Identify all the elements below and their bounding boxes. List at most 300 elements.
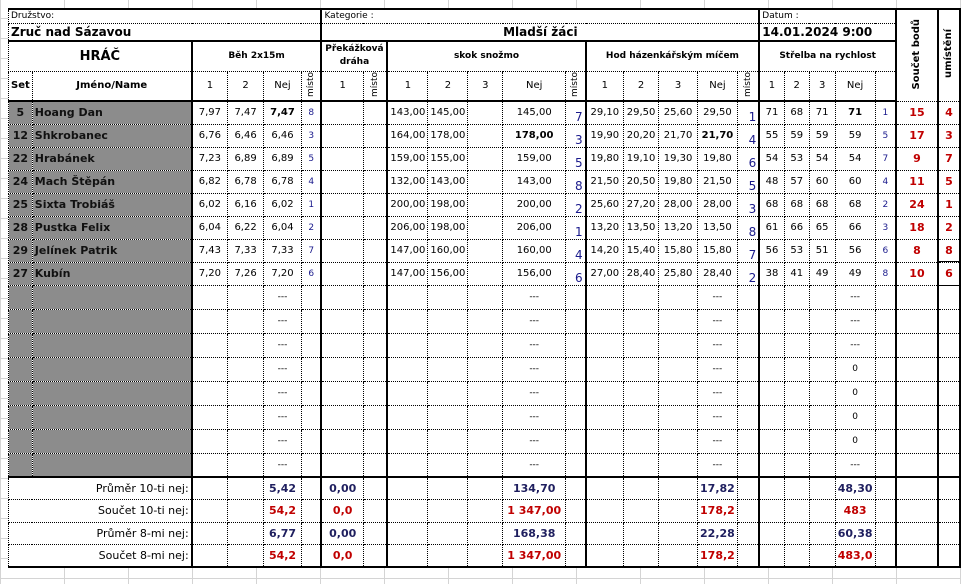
empty-cell[interactable] [468,333,503,357]
throw-attempt[interactable]: 14,20 [586,239,624,262]
run-attempt[interactable]: 6,82 [192,170,228,193]
run-attempt[interactable]: 6,16 [228,193,264,216]
jump-attempt[interactable] [468,147,503,170]
throw-attempt[interactable]: 19,80 [698,147,738,170]
best-cell[interactable]: --- [264,309,302,333]
category-name[interactable]: Mladší žáci [321,23,759,41]
best-cell[interactable]: 0 [835,429,875,453]
shoot-attempt[interactable]: 54 [835,147,875,170]
throw-attempt[interactable]: 13,20 [586,216,624,239]
empty-cell[interactable] [387,381,428,405]
empty-cell[interactable] [301,381,321,405]
empty-cell[interactable] [659,309,698,333]
jump-attempt[interactable] [468,262,503,285]
run-attempt[interactable]: 7,33 [264,239,302,262]
empty-cell[interactable] [659,429,698,453]
jump-attempt[interactable]: 156,00 [503,262,566,285]
empty-cell[interactable] [875,429,896,453]
run-attempt[interactable]: 6,78 [228,170,264,193]
shoot-attempt[interactable]: 68 [784,101,809,124]
shoot-attempt[interactable]: 65 [809,216,835,239]
empty-cell[interactable] [468,309,503,333]
throw-attempt[interactable]: 25,60 [659,101,698,124]
empty-cell[interactable] [9,381,33,405]
player-set-number[interactable]: 12 [9,124,33,147]
empty-cell[interactable] [566,285,586,309]
shoot-attempt[interactable]: 71 [809,101,835,124]
empty-cell[interactable] [624,405,659,429]
player-name[interactable]: Shkrobanec [32,124,191,147]
empty-cell[interactable] [387,309,428,333]
empty-cell[interactable] [566,333,586,357]
empty-cell[interactable] [228,381,264,405]
empty-cell[interactable] [566,429,586,453]
empty-cell[interactable] [737,381,759,405]
empty-cell[interactable] [428,309,468,333]
throw-attempt[interactable]: 28,00 [659,193,698,216]
best-cell[interactable]: --- [835,453,875,477]
best-cell[interactable]: --- [698,381,738,405]
shoot-attempt[interactable]: 56 [759,239,784,262]
shoot-attempt[interactable]: 41 [784,262,809,285]
jump-attempt[interactable]: 198,00 [428,193,468,216]
shoot-attempt[interactable]: 48 [759,170,784,193]
player-set-number[interactable]: 27 [9,262,33,285]
throw-attempt[interactable]: 13,20 [659,216,698,239]
shoot-attempt[interactable]: 71 [835,101,875,124]
empty-cell[interactable] [363,453,387,477]
empty-cell[interactable] [659,285,698,309]
empty-cell[interactable] [566,381,586,405]
empty-cell[interactable] [468,429,503,453]
jump-attempt[interactable]: 132,00 [387,170,428,193]
empty-cell[interactable] [875,309,896,333]
throw-attempt[interactable]: 19,10 [624,147,659,170]
throw-attempt[interactable]: 19,80 [659,170,698,193]
best-cell[interactable]: --- [264,357,302,381]
empty-cell[interactable] [809,309,835,333]
empty-cell[interactable] [468,381,503,405]
jump-attempt[interactable]: 198,00 [428,216,468,239]
empty-cell[interactable] [387,333,428,357]
empty-cell[interactable] [624,333,659,357]
shoot-attempt[interactable]: 68 [784,193,809,216]
empty-cell[interactable] [9,429,33,453]
empty-cell[interactable] [192,405,228,429]
team-name[interactable]: Zruč nad Sázavou [9,23,322,41]
empty-cell[interactable] [809,453,835,477]
empty-cell[interactable] [321,333,363,357]
empty-cell[interactable] [875,453,896,477]
best-cell[interactable]: --- [264,381,302,405]
shoot-attempt[interactable]: 51 [809,239,835,262]
empty-cell[interactable] [586,429,624,453]
run-attempt[interactable]: 7,47 [228,101,264,124]
jump-attempt[interactable] [468,101,503,124]
run-attempt[interactable]: 7,20 [192,262,228,285]
player-set-number[interactable]: 29 [9,239,33,262]
best-cell[interactable]: --- [835,333,875,357]
empty-cell[interactable] [759,333,784,357]
empty-cell[interactable] [9,405,33,429]
empty-cell[interactable] [228,357,264,381]
run-attempt[interactable]: 6,02 [192,193,228,216]
empty-cell[interactable] [468,405,503,429]
shoot-attempt[interactable]: 66 [835,216,875,239]
throw-attempt[interactable]: 20,50 [624,170,659,193]
empty-cell[interactable] [9,309,33,333]
run-attempt[interactable]: 7,43 [192,239,228,262]
empty-cell[interactable] [809,357,835,381]
jump-attempt[interactable]: 200,00 [503,193,566,216]
empty-cell[interactable] [624,357,659,381]
obstacle-attempt[interactable] [321,216,363,239]
empty-cell[interactable] [428,381,468,405]
empty-cell[interactable] [586,453,624,477]
empty-cell[interactable] [301,357,321,381]
throw-attempt[interactable]: 13,50 [624,216,659,239]
shoot-attempt[interactable]: 66 [784,216,809,239]
obstacle-attempt[interactable] [321,147,363,170]
empty-cell[interactable] [9,453,33,477]
empty-cell[interactable] [387,429,428,453]
jump-attempt[interactable]: 155,00 [428,147,468,170]
empty-cell[interactable] [192,357,228,381]
empty-cell[interactable] [363,381,387,405]
player-set-number[interactable]: 28 [9,216,33,239]
empty-cell[interactable] [321,405,363,429]
throw-attempt[interactable]: 20,20 [624,124,659,147]
run-attempt[interactable]: 7,20 [264,262,302,285]
empty-cell[interactable] [875,357,896,381]
empty-cell[interactable] [363,333,387,357]
throw-attempt[interactable]: 29,50 [624,101,659,124]
empty-cell[interactable] [32,285,191,309]
empty-cell[interactable] [875,285,896,309]
shoot-attempt[interactable]: 54 [759,147,784,170]
empty-cell[interactable] [737,357,759,381]
obstacle-attempt[interactable] [321,101,363,124]
obstacle-attempt[interactable] [321,193,363,216]
run-attempt[interactable]: 6,04 [264,216,302,239]
empty-cell[interactable] [468,453,503,477]
throw-attempt[interactable]: 28,40 [624,262,659,285]
obstacle-attempt[interactable] [321,239,363,262]
empty-cell[interactable] [192,309,228,333]
empty-cell[interactable] [624,309,659,333]
player-set-number[interactable]: 5 [9,101,33,124]
jump-attempt[interactable]: 143,00 [387,101,428,124]
empty-cell[interactable] [363,357,387,381]
throw-attempt[interactable]: 21,50 [698,170,738,193]
jump-attempt[interactable]: 178,00 [503,124,566,147]
jump-attempt[interactable]: 143,00 [428,170,468,193]
empty-cell[interactable] [32,453,191,477]
jump-attempt[interactable] [468,124,503,147]
best-cell[interactable]: --- [698,357,738,381]
empty-cell[interactable] [9,333,33,357]
run-attempt[interactable]: 6,46 [264,124,302,147]
run-attempt[interactable]: 6,76 [192,124,228,147]
date-value[interactable]: 14.01.2024 9:00 [759,23,896,41]
jump-attempt[interactable]: 160,00 [503,239,566,262]
run-attempt[interactable]: 7,23 [192,147,228,170]
jump-attempt[interactable]: 206,00 [503,216,566,239]
jump-attempt[interactable]: 143,00 [503,170,566,193]
empty-cell[interactable] [32,357,191,381]
player-set-number[interactable]: 24 [9,170,33,193]
empty-cell[interactable] [737,429,759,453]
empty-cell[interactable] [32,333,191,357]
empty-cell[interactable] [192,381,228,405]
best-cell[interactable]: --- [698,333,738,357]
shoot-attempt[interactable]: 56 [835,239,875,262]
throw-attempt[interactable]: 21,70 [659,124,698,147]
empty-cell[interactable] [9,357,33,381]
shoot-attempt[interactable]: 59 [809,124,835,147]
best-cell[interactable]: --- [264,453,302,477]
jump-attempt[interactable]: 159,00 [503,147,566,170]
throw-attempt[interactable]: 25,60 [586,193,624,216]
empty-cell[interactable] [387,357,428,381]
player-set-number[interactable]: 22 [9,147,33,170]
jump-attempt[interactable]: 164,00 [387,124,428,147]
shoot-attempt[interactable]: 59 [784,124,809,147]
shoot-attempt[interactable]: 68 [759,193,784,216]
best-cell[interactable]: --- [503,333,566,357]
empty-cell[interactable] [759,381,784,405]
shoot-attempt[interactable]: 68 [809,193,835,216]
empty-cell[interactable] [624,285,659,309]
best-cell[interactable]: --- [698,453,738,477]
empty-cell[interactable] [875,405,896,429]
shoot-attempt[interactable]: 54 [809,147,835,170]
empty-cell[interactable] [321,357,363,381]
empty-cell[interactable] [659,381,698,405]
empty-cell[interactable] [363,309,387,333]
empty-cell[interactable] [566,453,586,477]
empty-cell[interactable] [784,285,809,309]
empty-cell[interactable] [784,357,809,381]
jump-attempt[interactable]: 160,00 [428,239,468,262]
empty-cell[interactable] [566,309,586,333]
best-cell[interactable]: --- [264,333,302,357]
empty-cell[interactable] [566,357,586,381]
empty-cell[interactable] [228,285,264,309]
empty-cell[interactable] [428,405,468,429]
empty-cell[interactable] [875,333,896,357]
throw-attempt[interactable]: 19,90 [586,124,624,147]
empty-cell[interactable] [321,453,363,477]
empty-cell[interactable] [737,453,759,477]
shoot-attempt[interactable]: 57 [784,170,809,193]
empty-cell[interactable] [301,429,321,453]
empty-cell[interactable] [586,381,624,405]
throw-attempt[interactable]: 28,40 [698,262,738,285]
best-cell[interactable]: --- [698,429,738,453]
run-attempt[interactable]: 6,02 [264,193,302,216]
empty-cell[interactable] [192,333,228,357]
empty-cell[interactable] [9,285,33,309]
empty-cell[interactable] [228,309,264,333]
shoot-attempt[interactable]: 60 [835,170,875,193]
best-cell[interactable]: --- [835,309,875,333]
empty-cell[interactable] [428,285,468,309]
shoot-attempt[interactable]: 61 [759,216,784,239]
empty-cell[interactable] [387,405,428,429]
empty-cell[interactable] [428,357,468,381]
empty-cell[interactable] [32,429,191,453]
player-name[interactable]: Kubín [32,262,191,285]
best-cell[interactable]: --- [503,429,566,453]
throw-attempt[interactable]: 21,50 [586,170,624,193]
jump-attempt[interactable] [468,239,503,262]
empty-cell[interactable] [809,333,835,357]
jump-attempt[interactable]: 145,00 [428,101,468,124]
best-cell[interactable]: --- [264,405,302,429]
run-attempt[interactable]: 7,97 [192,101,228,124]
best-cell[interactable]: 0 [835,405,875,429]
shoot-attempt[interactable]: 38 [759,262,784,285]
run-attempt[interactable]: 7,47 [264,101,302,124]
best-cell[interactable]: --- [503,381,566,405]
empty-cell[interactable] [321,309,363,333]
shoot-attempt[interactable]: 53 [784,239,809,262]
best-cell[interactable]: --- [503,357,566,381]
empty-cell[interactable] [586,333,624,357]
throw-attempt[interactable]: 27,00 [586,262,624,285]
empty-cell[interactable] [875,381,896,405]
obstacle-attempt[interactable] [321,170,363,193]
best-cell[interactable]: --- [264,285,302,309]
empty-cell[interactable] [428,333,468,357]
shoot-attempt[interactable]: 49 [809,262,835,285]
empty-cell[interactable] [784,333,809,357]
empty-cell[interactable] [784,381,809,405]
empty-cell[interactable] [301,453,321,477]
jump-attempt[interactable]: 147,00 [387,262,428,285]
run-attempt[interactable]: 7,26 [228,262,264,285]
best-cell[interactable]: --- [503,309,566,333]
empty-cell[interactable] [784,309,809,333]
empty-cell[interactable] [809,285,835,309]
throw-attempt[interactable]: 29,50 [698,101,738,124]
jump-attempt[interactable]: 178,00 [428,124,468,147]
empty-cell[interactable] [784,429,809,453]
run-attempt[interactable]: 7,33 [228,239,264,262]
shoot-attempt[interactable]: 71 [759,101,784,124]
best-cell[interactable]: --- [698,285,738,309]
run-attempt[interactable]: 6,22 [228,216,264,239]
jump-attempt[interactable] [468,170,503,193]
best-cell[interactable]: --- [503,453,566,477]
empty-cell[interactable] [428,429,468,453]
jump-attempt[interactable]: 200,00 [387,193,428,216]
empty-cell[interactable] [192,453,228,477]
throw-attempt[interactable]: 25,80 [659,262,698,285]
throw-attempt[interactable]: 27,20 [624,193,659,216]
run-attempt[interactable]: 6,78 [264,170,302,193]
empty-cell[interactable] [363,405,387,429]
empty-cell[interactable] [759,285,784,309]
jump-attempt[interactable]: 147,00 [387,239,428,262]
empty-cell[interactable] [586,309,624,333]
empty-cell[interactable] [387,453,428,477]
empty-cell[interactable] [737,285,759,309]
empty-cell[interactable] [624,453,659,477]
shoot-attempt[interactable]: 59 [835,124,875,147]
empty-cell[interactable] [32,405,191,429]
best-cell[interactable]: --- [503,285,566,309]
best-cell[interactable]: --- [264,429,302,453]
empty-cell[interactable] [809,429,835,453]
empty-cell[interactable] [468,357,503,381]
player-name[interactable]: Mach Štěpán [32,170,191,193]
obstacle-attempt[interactable] [321,124,363,147]
best-cell[interactable]: 0 [835,381,875,405]
empty-cell[interactable] [784,453,809,477]
throw-attempt[interactable]: 29,10 [586,101,624,124]
empty-cell[interactable] [228,405,264,429]
empty-cell[interactable] [809,405,835,429]
jump-attempt[interactable]: 156,00 [428,262,468,285]
empty-cell[interactable] [737,333,759,357]
empty-cell[interactable] [301,285,321,309]
empty-cell[interactable] [566,405,586,429]
empty-cell[interactable] [387,285,428,309]
empty-cell[interactable] [759,453,784,477]
best-cell[interactable]: --- [835,285,875,309]
empty-cell[interactable] [659,453,698,477]
run-attempt[interactable]: 6,89 [264,147,302,170]
jump-attempt[interactable] [468,193,503,216]
empty-cell[interactable] [32,381,191,405]
empty-cell[interactable] [737,309,759,333]
empty-cell[interactable] [428,453,468,477]
empty-cell[interactable] [659,357,698,381]
empty-cell[interactable] [321,381,363,405]
throw-attempt[interactable]: 15,40 [624,239,659,262]
empty-cell[interactable] [228,453,264,477]
throw-attempt[interactable]: 19,30 [659,147,698,170]
jump-attempt[interactable]: 206,00 [387,216,428,239]
empty-cell[interactable] [301,405,321,429]
run-attempt[interactable]: 6,04 [192,216,228,239]
empty-cell[interactable] [809,381,835,405]
player-set-number[interactable]: 25 [9,193,33,216]
empty-cell[interactable] [784,405,809,429]
run-attempt[interactable]: 6,46 [228,124,264,147]
throw-attempt[interactable]: 13,50 [698,216,738,239]
player-name[interactable]: Sixta Trobiáš [32,193,191,216]
jump-attempt[interactable] [468,216,503,239]
empty-cell[interactable] [192,285,228,309]
empty-cell[interactable] [301,309,321,333]
empty-cell[interactable] [228,333,264,357]
empty-cell[interactable] [759,429,784,453]
empty-cell[interactable] [659,405,698,429]
empty-cell[interactable] [468,285,503,309]
shoot-attempt[interactable]: 53 [784,147,809,170]
throw-attempt[interactable]: 19,80 [586,147,624,170]
best-cell[interactable]: --- [698,309,738,333]
empty-cell[interactable] [759,405,784,429]
empty-cell[interactable] [321,285,363,309]
player-name[interactable]: Hoang Dan [32,101,191,124]
player-name[interactable]: Jelínek Patrik [32,239,191,262]
player-name[interactable]: Hrabánek [32,147,191,170]
best-cell[interactable]: 0 [835,357,875,381]
